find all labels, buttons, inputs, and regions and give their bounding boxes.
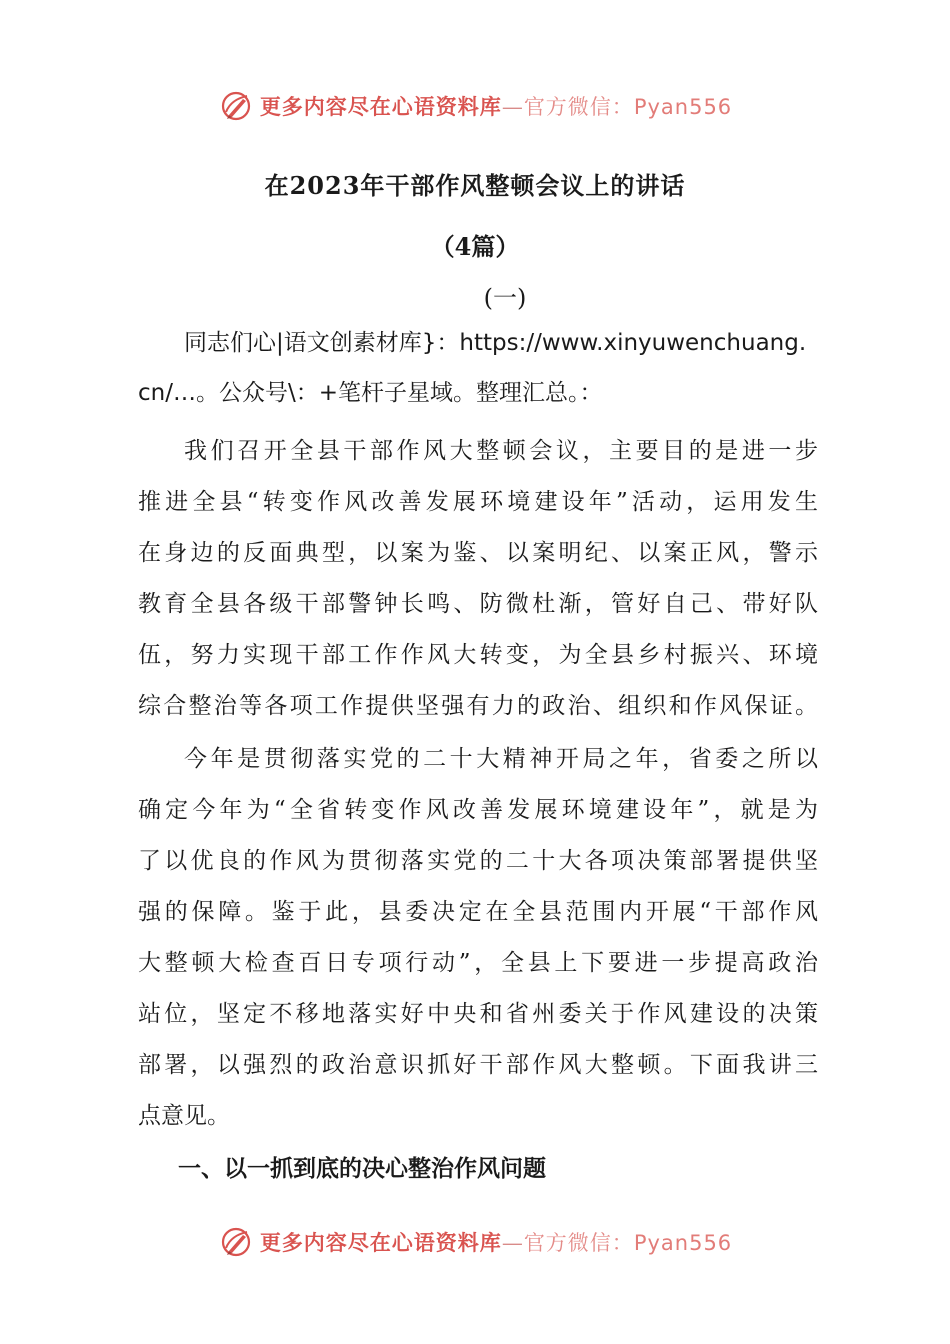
paragraph-line: 伍，努力实现干部工作作风大转变，为全县乡村振兴、环境 — [138, 642, 818, 668]
paragraph-line: 强的保障。鉴于此，县委决定在全县范围内开展“干部作风 — [138, 899, 818, 925]
pen-swirl-logo-icon — [218, 1224, 254, 1260]
paragraph-line: 综合整治等各项工作提供坚强有力的政治、组织和作风保证。 — [138, 693, 818, 719]
document-subtitle: （4篇） — [430, 232, 520, 261]
paragraph-2 — [138, 734, 818, 1142]
watermark-header — [0, 82, 950, 130]
paragraph-line: 点意见。 — [138, 1103, 230, 1129]
paragraph-line: 教育全县各级干部警钟长鸣、防微杜渐，管好自己、带好队 — [138, 591, 818, 617]
paragraph-line: 了以优良的作风为贯彻落实党的二十大各项决策部署提供坚 — [138, 848, 818, 874]
paragraph-line: 在身边的反面典型，以案为鉴、以案明纪、以案正风，警示 — [138, 540, 818, 566]
paragraph-line: 部署，以强烈的政治意识抓好干部作风大整顿。下面我讲三 — [138, 1052, 818, 1078]
source-line-1: 同志们心|语文创素材库}：https://www.xinyuwenchuang. — [184, 330, 807, 356]
watermark-text: 更多内容尽在心语资料库—官方微信：Pyan556 — [259, 94, 733, 119]
pen-swirl-logo-icon — [218, 88, 254, 124]
document-title: 在2023年干部作风整顿会议上的讲话 — [264, 171, 686, 200]
paragraph-line: 确定今年为“全省转变作风改善发展环境建设年”，就是为 — [138, 797, 818, 823]
source-line-2: cn/…。公众号\：+笔杆子星域。整理汇总。： — [138, 380, 603, 406]
section-heading-1: 一、以一抓到底的决心整治作风问题 — [178, 1155, 546, 1182]
paragraph-1 — [138, 426, 818, 732]
part-label: (一) — [483, 284, 527, 312]
paragraph-line: 站位，坚定不移地落实好中央和省州委关于作风建设的决策 — [138, 1001, 818, 1027]
paragraph-line: 今年是贯彻落实党的二十大精神开局之年，省委之所以 — [184, 746, 818, 772]
paragraph-line: 推进全县“转变作风改善发展环境建设年”活动，运用发生 — [138, 489, 818, 515]
paragraph-line: 我们召开全县干部作风大整顿会议，主要目的是进一步 — [184, 438, 818, 464]
watermark-footer — [0, 1218, 950, 1266]
watermark-text: 更多内容尽在心语资料库—官方微信：Pyan556 — [259, 1230, 733, 1255]
paragraph-line: 大整顿大检查百日专项行动”，全县上下要进一步提高政治 — [138, 950, 818, 976]
